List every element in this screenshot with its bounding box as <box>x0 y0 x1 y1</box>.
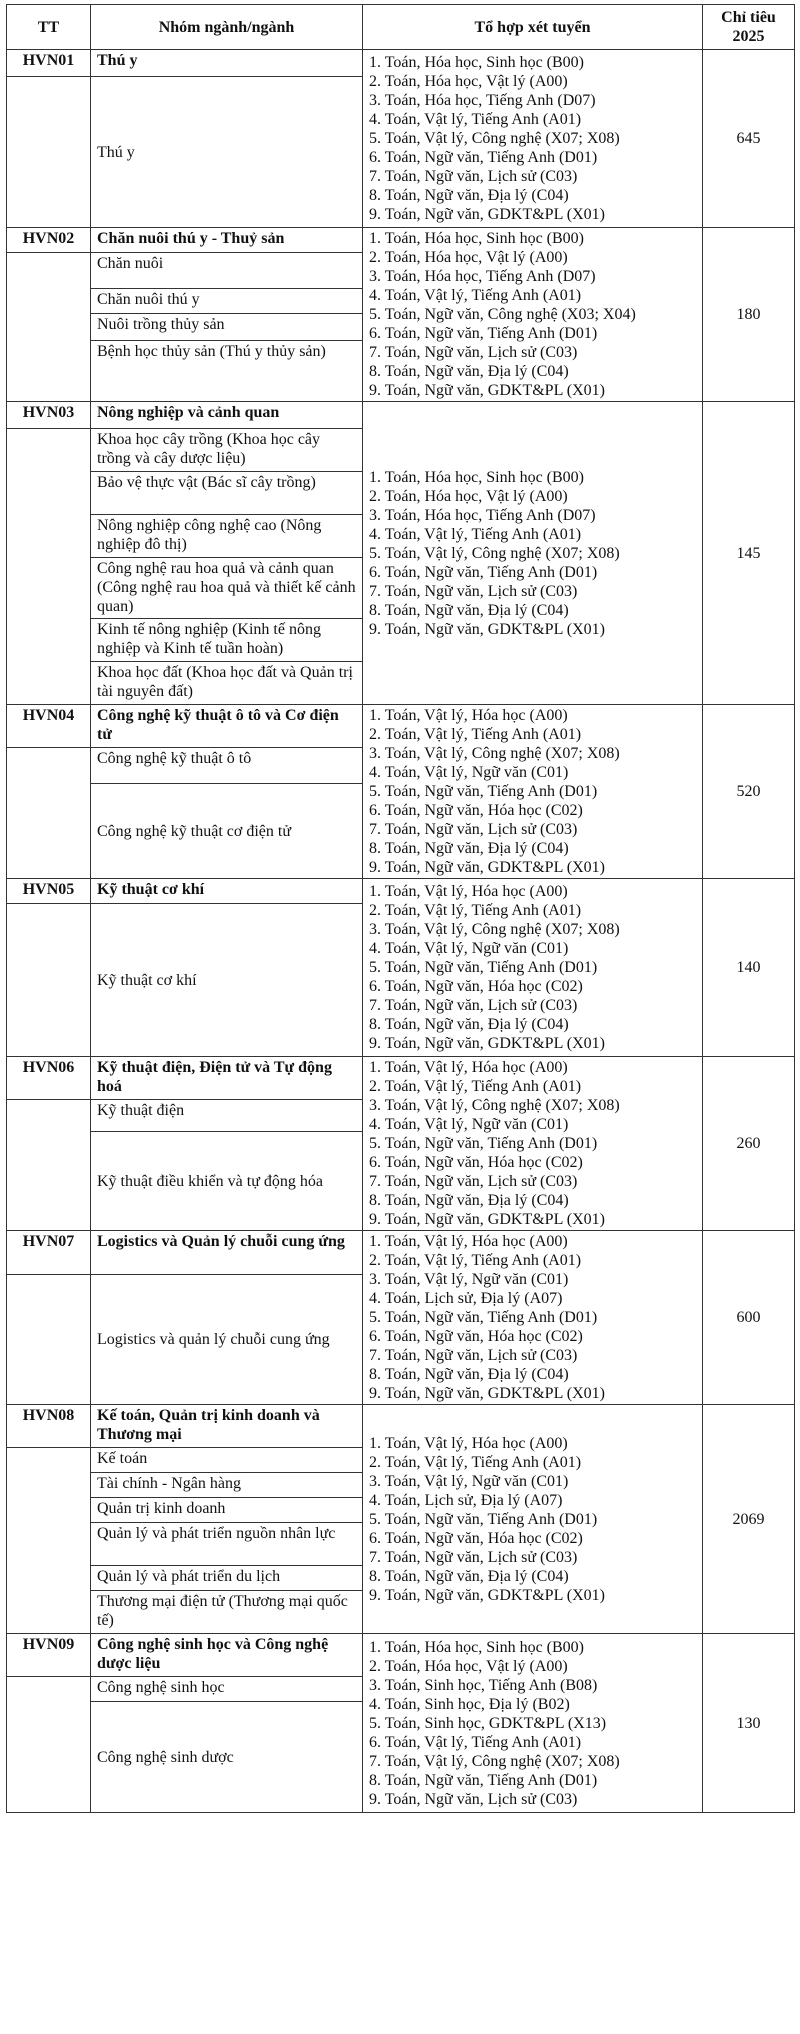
combo-item: 4. Toán, Vật lý, Ngữ văn (C01) <box>369 940 569 957</box>
header-combos: Tổ hợp xét tuyển <box>363 5 703 50</box>
combo-item: 3. Toán, Vật lý, Công nghệ (X07; X08) <box>369 921 620 938</box>
group-name: Thú y <box>91 50 363 77</box>
combo-item: 2. Toán, Vật lý, Tiếng Anh (A01) <box>369 1252 582 1269</box>
major-name: Kế toán <box>91 1448 363 1473</box>
combo-item: 1. Toán, Vật lý, Hóa học (A00) <box>369 1434 568 1452</box>
combo-item: 4. Toán, Sinh học, Địa lý (B02) <box>369 1695 570 1713</box>
group-row <box>7 50 795 77</box>
group-name: Kế toán, Quản trị kinh doanh và Thương mại <box>91 1405 363 1448</box>
group-row <box>7 1634 795 1677</box>
group-name: Kỹ thuật điện, Điện tử và Tự động hoá <box>91 1057 363 1100</box>
combo-item: 8. Toán, Ngữ văn, Địa lý (C04) <box>369 1366 569 1383</box>
combo-list <box>363 402 703 705</box>
quota-value: 600 <box>703 1231 795 1405</box>
major-name: Chăn nuôi <box>91 253 363 289</box>
combo-item: 4. Toán, Vật lý, Tiếng Anh (A01) <box>369 111 582 128</box>
combo-item: 4. Toán, Lịch sử, Địa lý (A07) <box>369 1491 563 1509</box>
combo-item: 5. Toán, Sinh học, GDKT&PL (X13) <box>369 1714 607 1732</box>
combo-item: 7. Toán, Ngữ văn, Lịch sử (C03) <box>369 1173 578 1190</box>
quota-value: 520 <box>703 705 795 879</box>
combo-item: 2. Toán, Hóa học, Vật lý (A00) <box>369 73 568 90</box>
combo-list <box>363 1634 703 1813</box>
combo-item: 2. Toán, Vật lý, Tiếng Anh (A01) <box>369 1078 582 1095</box>
major-name: Quản trị kinh doanh <box>91 1498 363 1523</box>
combo-item: 4. Toán, Vật lý, Ngữ văn (C01) <box>369 764 569 781</box>
combo-item: 9. Toán, Ngữ văn, GDKT&PL (X01) <box>369 382 605 399</box>
group-code: HVN04 <box>7 705 91 748</box>
combo-list <box>363 1057 703 1231</box>
combo-item: 1. Toán, Vật lý, Hóa học (A00) <box>369 707 568 724</box>
combo-item: 8. Toán, Ngữ văn, Địa lý (C04) <box>369 840 569 857</box>
combo-item: 8. Toán, Ngữ văn, Địa lý (C04) <box>369 187 569 204</box>
combo-item: 5. Toán, Ngữ văn, Tiếng Anh (D01) <box>369 959 598 976</box>
combo-item: 6. Toán, Ngữ văn, Hóa học (C02) <box>369 1529 583 1547</box>
combo-item: 2. Toán, Hóa học, Vật lý (A00) <box>369 249 568 266</box>
major-name: Khoa học cây trồng (Khoa học cây trồng và cây dược liệu) <box>91 429 363 472</box>
combo-item: 8. Toán, Ngữ văn, Địa lý (C04) <box>369 1567 569 1585</box>
combo-item: 1. Toán, Vật lý, Hóa học (A00) <box>369 1233 568 1250</box>
group-code: HVN05 <box>7 879 91 904</box>
combo-item: 9. Toán, Ngữ văn, GDKT&PL (X01) <box>369 1211 605 1228</box>
group-code: HVN02 <box>7 228 91 253</box>
combo-item: 7. Toán, Ngữ văn, Lịch sử (C03) <box>369 997 578 1014</box>
combo-item: 4. Toán, Vật lý, Tiếng Anh (A01) <box>369 525 582 543</box>
quota-value: 180 <box>703 228 795 402</box>
group-row <box>7 879 795 904</box>
combo-item: 2. Toán, Vật lý, Tiếng Anh (A01) <box>369 726 582 743</box>
table-body <box>7 50 795 1813</box>
combo-item: 3. Toán, Vật lý, Công nghệ (X07; X08) <box>369 745 620 762</box>
combo-item: 8. Toán, Ngữ văn, Địa lý (C04) <box>369 1016 569 1033</box>
major-name: Thú y <box>91 77 363 228</box>
combo-item: 4. Toán, Vật lý, Ngữ văn (C01) <box>369 1116 569 1133</box>
combo-item: 7. Toán, Vật lý, Công nghệ (X07; X08) <box>369 1752 620 1770</box>
major-name: Kỹ thuật điện <box>91 1100 363 1132</box>
header-row <box>7 5 795 50</box>
major-name: Kỹ thuật cơ khí <box>91 904 363 1057</box>
combo-item: 7. Toán, Ngữ văn, Lịch sử (C03) <box>369 1347 578 1364</box>
group-row <box>7 1231 795 1275</box>
combo-item: 6. Toán, Ngữ văn, Hóa học (C02) <box>369 1154 583 1171</box>
group-name: Công nghệ kỹ thuật ô tô và Cơ điện tử <box>91 705 363 748</box>
combo-item: 5. Toán, Ngữ văn, Tiếng Anh (D01) <box>369 783 598 800</box>
major-name: Công nghệ rau hoa quả và cảnh quan (Công nghệ rau hoa quả và thiết kế cảnh quan) <box>91 558 363 619</box>
header-tt: TT <box>7 5 91 50</box>
combo-item: 8. Toán, Ngữ văn, Địa lý (C04) <box>369 363 569 380</box>
combo-item: 5. Toán, Ngữ văn, Tiếng Anh (D01) <box>369 1309 598 1326</box>
combo-item: 3. Toán, Vật lý, Ngữ văn (C01) <box>369 1472 569 1490</box>
combo-item: 5. Toán, Vật lý, Công nghệ (X07; X08) <box>369 544 620 562</box>
major-name: Công nghệ sinh học <box>91 1677 363 1702</box>
code-spacer <box>7 1677 91 1813</box>
combo-item: 9. Toán, Ngữ văn, Lịch sử (C03) <box>369 1790 578 1808</box>
group-code: HVN09 <box>7 1634 91 1677</box>
combo-item: 4. Toán, Vật lý, Tiếng Anh (A01) <box>369 287 582 304</box>
combo-item: 7. Toán, Ngữ văn, Lịch sử (C03) <box>369 344 578 361</box>
combo-item: 1. Toán, Vật lý, Hóa học (A00) <box>369 883 568 900</box>
combo-list <box>363 1405 703 1634</box>
group-name: Nông nghiệp và cảnh quan <box>91 402 363 429</box>
quota-value: 645 <box>703 50 795 228</box>
combo-item: 3. Toán, Hóa học, Tiếng Anh (D07) <box>369 506 596 524</box>
combo-item: 7. Toán, Ngữ văn, Lịch sử (C03) <box>369 1548 578 1566</box>
major-name: Kỹ thuật điều khiển và tự động hóa <box>91 1132 363 1231</box>
combo-item: 8. Toán, Ngữ văn, Tiếng Anh (D01) <box>369 1771 598 1789</box>
combo-item: 9. Toán, Ngữ văn, GDKT&PL (X01) <box>369 1586 605 1604</box>
combo-item: 3. Toán, Hóa học, Tiếng Anh (D07) <box>369 268 596 285</box>
group-name: Kỹ thuật cơ khí <box>91 879 363 904</box>
major-name: Bệnh học thủy sản (Thú y thủy sản) <box>91 341 363 402</box>
group-code: HVN06 <box>7 1057 91 1100</box>
combo-item: 1. Toán, Hóa học, Sinh học (B00) <box>369 468 584 486</box>
combo-list <box>363 50 703 228</box>
combo-item: 3. Toán, Sinh học, Tiếng Anh (B08) <box>369 1676 598 1694</box>
major-name: Quản lý và phát triển nguồn nhân lực <box>91 1523 363 1566</box>
group-code: HVN01 <box>7 50 91 77</box>
combo-item: 6. Toán, Ngữ văn, Tiếng Anh (D01) <box>369 325 598 342</box>
combo-item: 8. Toán, Ngữ văn, Địa lý (C04) <box>369 1192 569 1209</box>
quota-value: 145 <box>703 402 795 705</box>
group-row <box>7 402 795 429</box>
combo-item: 7. Toán, Ngữ văn, Lịch sử (C03) <box>369 821 578 838</box>
header-group: Nhóm ngành/ngành <box>91 5 363 50</box>
code-spacer <box>7 77 91 228</box>
combo-item: 5. Toán, Vật lý, Công nghệ (X07; X08) <box>369 130 620 147</box>
combo-item: 1. Toán, Hóa học, Sinh học (B00) <box>369 1638 584 1656</box>
group-row <box>7 228 795 253</box>
group-code: HVN03 <box>7 402 91 429</box>
quota-value: 2069 <box>703 1405 795 1634</box>
combo-item: 2. Toán, Hóa học, Vật lý (A00) <box>369 1657 568 1675</box>
combo-list <box>363 705 703 879</box>
combo-item: 6. Toán, Ngữ văn, Tiếng Anh (D01) <box>369 149 598 166</box>
quota-value: 260 <box>703 1057 795 1231</box>
group-name: Logistics và Quản lý chuỗi cung ứng <box>91 1231 363 1275</box>
combo-item: 4. Toán, Lịch sử, Địa lý (A07) <box>369 1290 563 1307</box>
combo-item: 5. Toán, Ngữ văn, Công nghệ (X03; X04) <box>369 306 636 323</box>
group-code: HVN08 <box>7 1405 91 1448</box>
combo-item: 6. Toán, Ngữ văn, Hóa học (C02) <box>369 1328 583 1345</box>
combo-item: 6. Toán, Ngữ văn, Hóa học (C02) <box>369 802 583 819</box>
combo-item: 7. Toán, Ngữ văn, Lịch sử (C03) <box>369 582 578 600</box>
major-name: Thương mại điện tử (Thương mại quốc tế) <box>91 1591 363 1634</box>
combo-item: 3. Toán, Vật lý, Công nghệ (X07; X08) <box>369 1097 620 1114</box>
major-name: Tài chính - Ngân hàng <box>91 1473 363 1498</box>
major-name: Kinh tế nông nghiệp (Kinh tế nông nghiệp và Kinh tế tuần hoàn) <box>91 619 363 662</box>
admission-table <box>6 4 795 1813</box>
combo-item: 8. Toán, Ngữ văn, Địa lý (C04) <box>369 601 569 619</box>
major-name: Quản lý và phát triển du lịch <box>91 1566 363 1591</box>
group-name: Chăn nuôi thú y - Thuỷ sản <box>91 228 363 253</box>
code-spacer <box>7 1100 91 1231</box>
combo-item: 2. Toán, Vật lý, Tiếng Anh (A01) <box>369 1453 582 1471</box>
quota-value: 130 <box>703 1634 795 1813</box>
combo-item: 6. Toán, Ngữ văn, Hóa học (C02) <box>369 978 583 995</box>
combo-item: 3. Toán, Hóa học, Tiếng Anh (D07) <box>369 92 596 109</box>
major-name: Công nghệ kỹ thuật cơ điện tử <box>91 784 363 879</box>
combo-item: 1. Toán, Hóa học, Sinh học (B00) <box>369 230 584 247</box>
combo-item: 9. Toán, Ngữ văn, GDKT&PL (X01) <box>369 620 605 638</box>
major-name: Công nghệ sinh dược <box>91 1702 363 1813</box>
combo-item: 9. Toán, Ngữ văn, GDKT&PL (X01) <box>369 1385 605 1402</box>
group-name: Công nghệ sinh học và Công nghệ dược liệu <box>91 1634 363 1677</box>
code-spacer <box>7 1448 91 1634</box>
combo-item: 6. Toán, Vật lý, Tiếng Anh (A01) <box>369 1733 582 1751</box>
group-row <box>7 1057 795 1100</box>
combo-item: 6. Toán, Ngữ văn, Tiếng Anh (D01) <box>369 563 598 581</box>
quota-value: 140 <box>703 879 795 1057</box>
code-spacer <box>7 748 91 879</box>
combo-item: 5. Toán, Ngữ văn, Tiếng Anh (D01) <box>369 1135 598 1152</box>
combo-item: 9. Toán, Ngữ văn, GDKT&PL (X01) <box>369 1035 605 1052</box>
header-quota: Chỉ tiêu 2025 <box>703 5 795 50</box>
code-spacer <box>7 1275 91 1405</box>
combo-item: 3. Toán, Vật lý, Ngữ văn (C01) <box>369 1271 569 1288</box>
combo-item: 9. Toán, Ngữ văn, GDKT&PL (X01) <box>369 859 605 876</box>
combo-list <box>363 1231 703 1405</box>
major-name: Nông nghiệp công nghệ cao (Nông nghiệp đô thị) <box>91 515 363 558</box>
code-spacer <box>7 904 91 1057</box>
combo-item: 7. Toán, Ngữ văn, Lịch sử (C03) <box>369 168 578 185</box>
group-code: HVN07 <box>7 1231 91 1275</box>
combo-item: 5. Toán, Ngữ văn, Tiếng Anh (D01) <box>369 1510 598 1528</box>
major-name: Khoa học đất (Khoa học đất và Quản trị tài nguyên đất) <box>91 662 363 705</box>
combo-list <box>363 879 703 1057</box>
major-name: Logistics và quản lý chuỗi cung ứng <box>91 1275 363 1405</box>
group-row <box>7 1405 795 1448</box>
major-name: Công nghệ kỹ thuật ô tô <box>91 748 363 784</box>
combo-item: 2. Toán, Hóa học, Vật lý (A00) <box>369 487 568 505</box>
combo-item: 9. Toán, Ngữ văn, GDKT&PL (X01) <box>369 206 605 223</box>
combo-item: 1. Toán, Hóa học, Sinh học (B00) <box>369 54 584 71</box>
code-spacer <box>7 253 91 402</box>
combo-list <box>363 228 703 402</box>
major-name: Bảo vệ thực vật (Bác sĩ cây trồng) <box>91 472 363 515</box>
combo-item: 1. Toán, Vật lý, Hóa học (A00) <box>369 1059 568 1076</box>
group-row <box>7 705 795 748</box>
combo-item: 2. Toán, Vật lý, Tiếng Anh (A01) <box>369 902 582 919</box>
major-name: Nuôi trồng thủy sản <box>91 314 363 341</box>
code-spacer <box>7 429 91 705</box>
major-name: Chăn nuôi thú y <box>91 289 363 314</box>
